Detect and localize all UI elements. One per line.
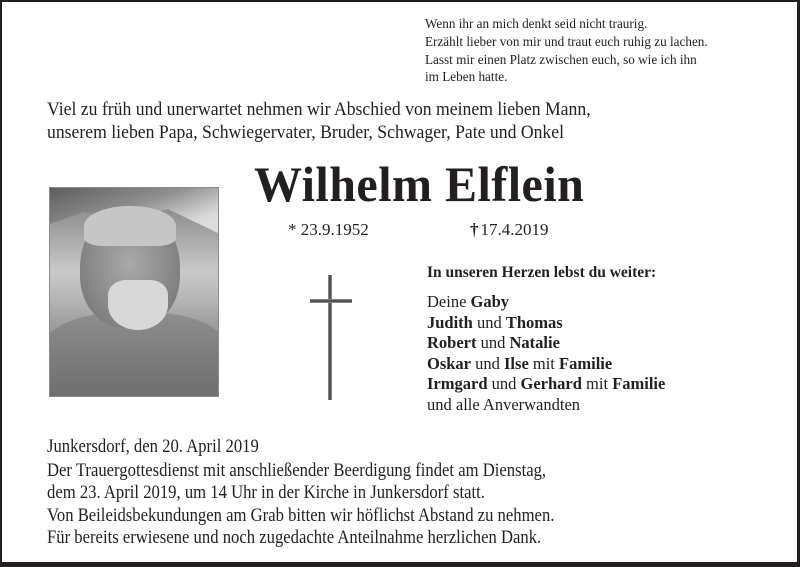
poem-line: Wenn ihr an mich denkt seid nicht traurig. — [425, 16, 648, 31]
portrait-photo — [49, 187, 219, 397]
mourner-connector: und — [487, 374, 521, 394]
deceased-name: Wilhelm Elflein — [254, 156, 585, 212]
mourner-line — [427, 354, 665, 375]
mourners-list — [427, 292, 665, 416]
mourner-connector: und — [472, 312, 506, 332]
mourner-connector: mit — [528, 353, 560, 373]
mourner-name: Ilse — [504, 353, 529, 373]
death-date — [470, 220, 549, 240]
footer-text — [47, 436, 554, 550]
mourner-name: Robert — [427, 333, 477, 353]
place-and-date: Junkersdorf, den 20. April 2019 — [47, 437, 259, 457]
mourner-name: Judith — [427, 312, 473, 332]
poem-line: im Leben hatte. — [425, 69, 508, 85]
mourner-line — [427, 333, 665, 354]
cross-horizontal-bar — [310, 299, 352, 303]
obituary-page — [2, 2, 797, 562]
intro-line: unserem lieben Papa, Schwiegervater, Bruder, Schwager, Pate und Onkel — [47, 122, 565, 143]
mourner-connector: und alle Anverwandten — [427, 394, 581, 414]
mourner-name: Gaby — [470, 292, 510, 311]
mourner-name: Familie — [612, 374, 666, 394]
mourner-line — [427, 313, 665, 334]
mourners-heading: In unseren Herzen lebst du weiter: — [427, 264, 657, 281]
birth-date — [288, 220, 369, 240]
mourner-connector: Deine — [427, 292, 471, 311]
footer-line: Der Trauergottesdienst mit anschließender Beerdigung findet am Dienstag, — [47, 460, 547, 481]
beard-shape — [108, 280, 168, 330]
mourner-connector: und — [476, 333, 510, 353]
poem-line: Lasst mir einen Platz zwischen euch, so wie ich ihn — [425, 51, 697, 67]
mourner-line — [427, 395, 665, 416]
birth-date-value: 23.9.1952 — [300, 220, 369, 239]
mourner-name: Familie — [559, 353, 613, 373]
mourner-connector: mit — [581, 374, 613, 394]
mourner-name: Irmgard — [427, 374, 488, 394]
footer-line: dem 23. April 2019, um 14 Uhr in der Kirche in Junkersdorf statt. — [47, 483, 485, 503]
intro-line: Viel zu früh und unerwartet nehmen wir Abschied von meinem lieben Mann, — [47, 99, 591, 120]
poem — [425, 15, 708, 86]
intro-text — [47, 98, 591, 144]
mourner-name: Natalie — [509, 333, 560, 353]
mourner-name: Thomas — [505, 312, 563, 332]
poem-line: Erzählt lieber von mir und traut euch ruhig zu lachen. — [425, 33, 708, 49]
mourner-line — [427, 374, 665, 395]
mourner-name: Oskar — [427, 353, 472, 373]
death-date-value: 17.4.2019 — [480, 220, 549, 239]
footer-line: Von Beileidsbekundungen am Grab bitten wir höflichst Abstand zu nehmen. — [47, 505, 555, 526]
dagger-cross-icon: † — [470, 220, 479, 239]
hair-shape — [84, 206, 176, 246]
cross-vertical-bar — [328, 275, 332, 400]
mourner-name: Gerhard — [520, 374, 582, 394]
mourner-connector: und — [471, 353, 505, 373]
mourner-line — [427, 292, 665, 313]
birth-star-icon: * — [288, 220, 297, 239]
footer-line: Für bereits erwiesene und noch zugedachte Anteilnahme herzlichen Dank. — [47, 528, 542, 548]
